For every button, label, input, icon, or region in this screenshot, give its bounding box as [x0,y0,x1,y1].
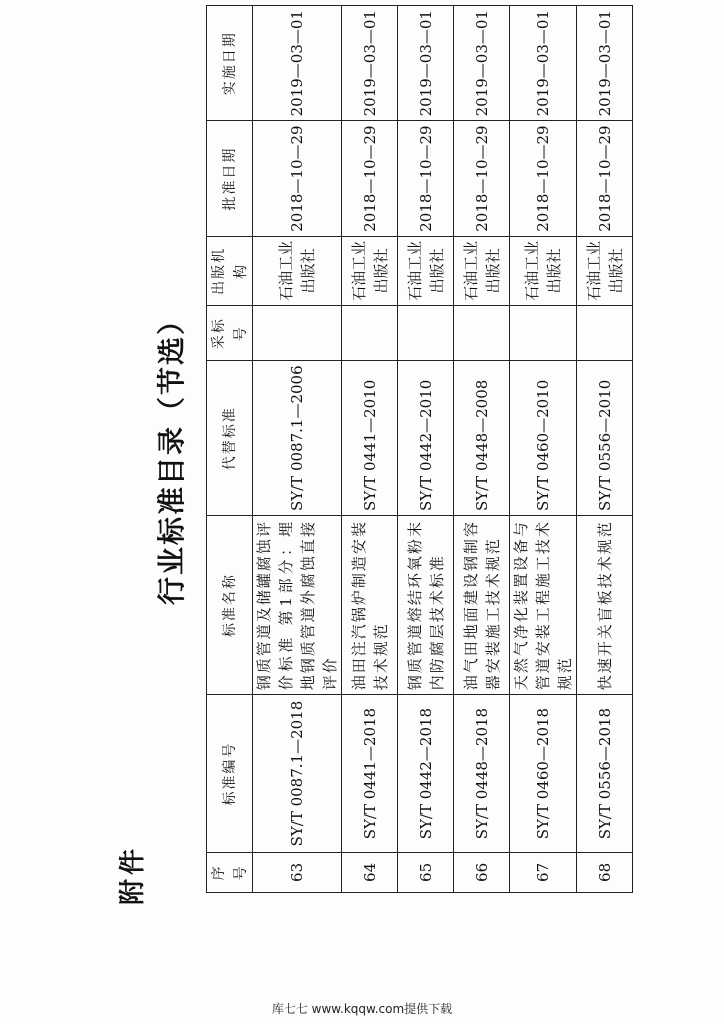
header-publisher: 出版机构 [207,236,253,305]
cell-adopted [342,306,398,361]
cell-no: 66 [454,852,510,892]
cell-name: 钢质管道及储罐腐蚀评价标准 第1部分：埋地钢质管道外腐蚀直接评价 [253,516,342,695]
cell-effective: 2019—03—01 [253,6,342,121]
cell-publisher: 石油工业出版社 [342,236,398,305]
cell-adopted [454,306,510,361]
cell-approved: 2018—10—29 [510,121,577,236]
cell-replaces: SY/T 0448—2008 [454,361,510,516]
header-approved: 批准日期 [207,121,253,236]
cell-adopted [577,306,633,361]
standards-table [206,5,633,893]
cell-publisher: 石油工业出版社 [577,236,633,305]
cell-replaces: SY/T 0556—2010 [577,361,633,516]
cell-publisher: 石油工业出版社 [398,236,454,305]
cell-effective: 2019—03—01 [454,6,510,121]
cell-replaces: SY/T 0460—2010 [510,361,577,516]
cell-name: 天然气净化装置设备与管道安装工程施工技术规范 [510,516,577,695]
cell-effective: 2019—03—01 [510,6,577,121]
cell-code: SY/T 0460—2018 [510,695,577,853]
cell-effective: 2019—03—01 [342,6,398,121]
cell-no: 65 [398,852,454,892]
cell-no: 64 [342,852,398,892]
cell-publisher: 石油工业出版社 [253,236,342,305]
download-footer: 库七七 www.kqqw.com提供下载 [271,1002,453,1016]
header-replaces: 代替标准 [207,361,253,516]
cell-adopted [398,306,454,361]
cell-approved: 2018—10—29 [577,121,633,236]
table-row [510,6,577,893]
attachment-label: 附件 [118,844,148,905]
header-adopted: 采标号 [207,306,253,361]
cell-no: 67 [510,852,577,892]
cell-effective: 2019—03—01 [398,6,454,121]
cell-name: 钢质管道熔结环氧粉末内防腐层技术标准 [398,516,454,695]
table-row [398,6,454,893]
cell-code: SY/T 0556—2018 [577,695,633,853]
header-code: 标准编号 [207,695,253,853]
cell-name: 快速开关盲板技术规范 [577,516,633,695]
cell-replaces: SY/T 0441—2010 [342,361,398,516]
cell-code: SY/T 0441—2018 [342,695,398,853]
cell-code: SY/T 0448—2018 [454,695,510,853]
header-effective: 实施日期 [207,6,253,121]
cell-adopted [253,306,342,361]
cell-name: 油田注汽锅炉制造安装技术规范 [342,516,398,695]
cell-no: 63 [253,852,342,892]
cell-code: SY/T 0442—2018 [398,695,454,853]
page-title: 行业标准目录（节选） [155,305,188,606]
cell-publisher: 石油工业出版社 [454,236,510,305]
table-row [253,6,342,893]
cell-effective: 2019—03—01 [577,6,633,121]
cell-approved: 2018—10—29 [398,121,454,236]
rotated-page [112,5,632,905]
table-row [342,6,398,893]
table-header-row [207,6,253,893]
cell-replaces: SY/T 0087.1—2006 [253,361,342,516]
cell-approved: 2018—10—29 [253,121,342,236]
cell-name: 油气田地面建设钢制容器安装施工技术规范 [454,516,510,695]
cell-approved: 2018—10—29 [454,121,510,236]
header-name: 标准名称 [207,516,253,695]
cell-adopted [510,306,577,361]
header-no: 序号 [207,852,253,892]
cell-replaces: SY/T 0442—2010 [398,361,454,516]
cell-publisher: 石油工业出版社 [510,236,577,305]
cell-no: 68 [577,852,633,892]
cell-code: SY/T 0087.1—2018 [253,695,342,853]
table-row [454,6,510,893]
table-row [577,6,633,893]
cell-approved: 2018—10—29 [342,121,398,236]
